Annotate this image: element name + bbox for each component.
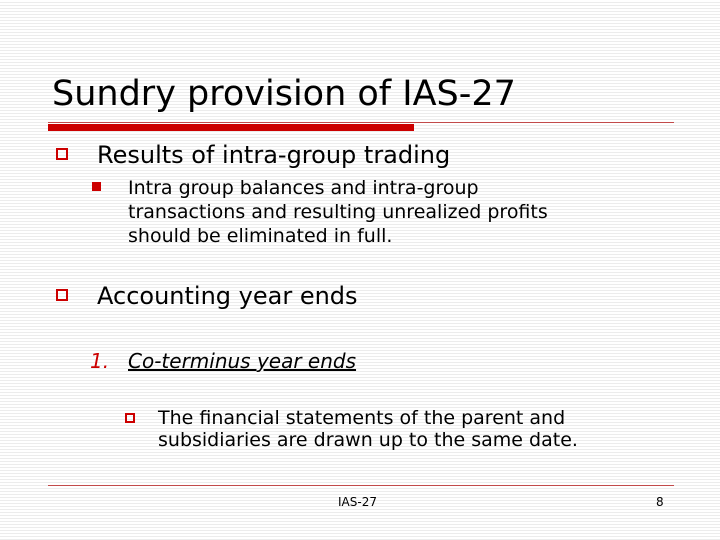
page-number: 8	[656, 495, 664, 509]
hollow-square-bullet-icon	[56, 148, 68, 160]
slide-title: Sundry provision of IAS-27	[52, 74, 516, 114]
sub-bullet-line-2: transactions and resulting unrealized profits	[128, 201, 548, 223]
solid-square-bullet-icon	[92, 182, 101, 191]
hollow-square-bullet-icon	[125, 413, 135, 423]
section-heading-intra-group-trading: Results of intra-group trading	[97, 141, 451, 169]
sub-bullet-line-3: should be eliminated in full.	[128, 225, 393, 247]
title-divider-thin	[48, 122, 674, 123]
nested-sub-line-2: subsidiaries are drawn up to the same date.	[158, 429, 578, 451]
numbered-item-text: Co-terminus year ends	[128, 349, 357, 373]
footer-divider	[48, 485, 674, 486]
sub-bullet-line-1: Intra group balances and intra-group	[128, 177, 479, 199]
numbered-item-label: 1.	[90, 349, 110, 373]
nested-sub-line-1: The financial statements of the parent and	[158, 407, 566, 429]
title-divider-accent	[48, 124, 414, 131]
footer-label: IAS-27	[338, 495, 377, 509]
hollow-square-bullet-icon	[56, 289, 68, 301]
section-heading-accounting-year-ends: Accounting year ends	[97, 282, 358, 310]
